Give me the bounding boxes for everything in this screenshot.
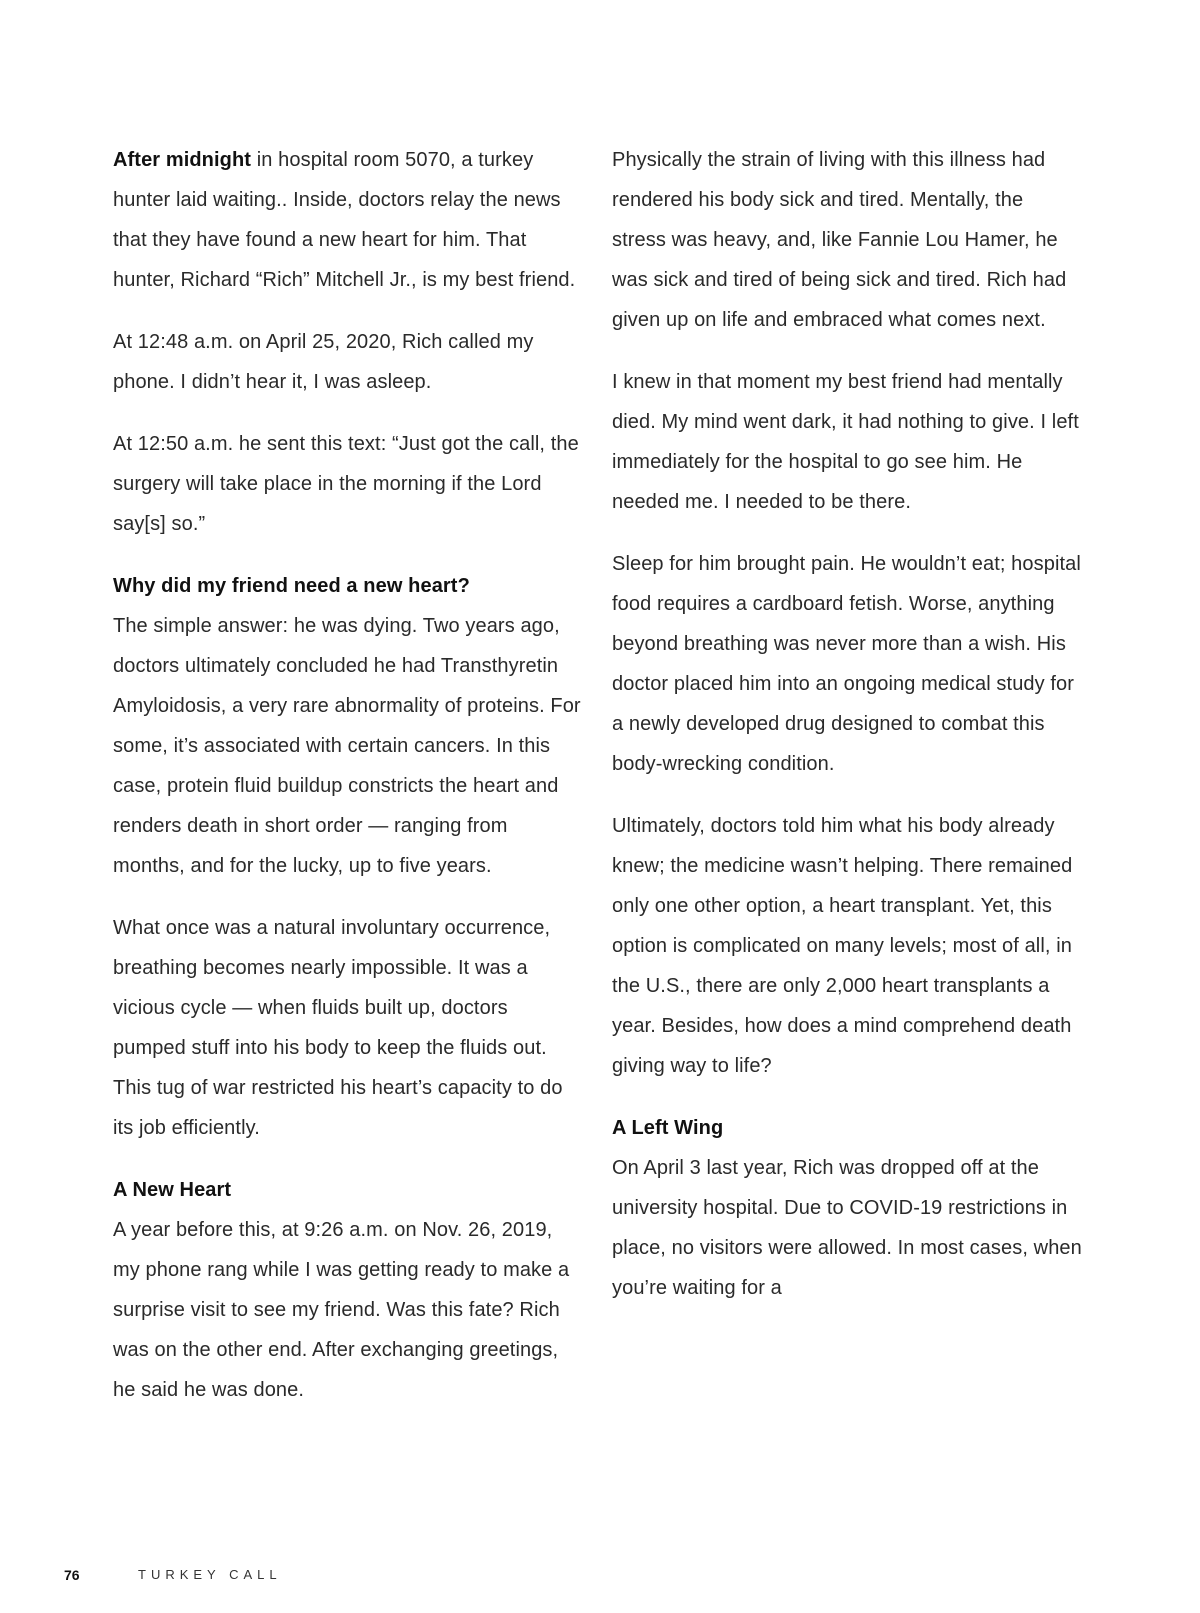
- left-column: [113, 140, 583, 1432]
- paragraph-strain: Physically the strain of living with this illness had rendered his body sick and tired. Mentally, the stress was heavy, and, like Fannie Lou Hamer, he was sick and tired of being sick and tired. Rich had given up on life and embraced what comes next.: [612, 149, 1067, 331]
- intro-paragraph-text: in hospital room 5070, a turkey hunter laid waiting.. Inside, doctors relay the news that they have found a new heart for him. That hunter, Richard “Rich” Mitchell Jr., is my best friend.: [113, 149, 576, 291]
- paragraph-transplant-option: Ultimately, doctors told him what his body already knew; the medicine wasn’t helping. There remained only one other option, a heart transplant. Yet, this option is complicated on many levels; most of all, in the U.S., there are only 2,000 heart transplants a year. Besides, how does a mind comprehend death giving way to life?: [612, 815, 1073, 1077]
- lead-in-text: After midnight: [113, 149, 252, 171]
- paragraph-text-message: At 12:50 a.m. he sent this text: “Just got the call, the surgery will take place in the morning if the Lord say[s] so.”: [113, 433, 579, 535]
- paragraph-sleep: Sleep for him brought pain. He wouldn’t eat; hospital food requires a cardboard fetish. Worse, anything beyond breathing was never more than a wish. His doctor placed him into an ongoing medical study for a newly developed drug designed to combat this body-wrecking condition.: [612, 553, 1081, 775]
- subheading-a-new-heart: A New Heart: [113, 1179, 232, 1201]
- subheading-a-left-wing: A Left Wing: [612, 1117, 724, 1139]
- paragraph-call: At 12:48 a.m. on April 25, 2020, Rich called my phone. I didn’t hear it, I was asleep.: [113, 331, 534, 393]
- page-number: 76: [64, 1567, 80, 1583]
- paragraph-mentally-died: I knew in that moment my best friend had mentally died. My mind went dark, it had nothing to give. I left immediately for the hospital to go see him. He needed me. I needed to be there.: [612, 371, 1079, 513]
- subheading-why-new-heart: Why did my friend need a new heart?: [113, 575, 470, 597]
- intro-paragraph: [113, 140, 583, 300]
- page-footer: [64, 1565, 282, 1585]
- magazine-name: TURKEY CALL: [138, 1567, 282, 1582]
- paragraph-diagnosis: The simple answer: he was dying. Two years ago, doctors ultimately concluded he had Transthyretin Amyloidosis, a very rare abnormality of proteins. For some, it’s associated with certain cancers. In this case, protein fluid buildup constricts the heart and renders death in short order — ranging from months, and for the lucky, up to five years.: [113, 615, 581, 877]
- paragraph-breathing: What once was a natural involuntary occurrence, breathing becomes nearly impossible. It was a vicious cycle — when fluids built up, doctors pumped stuff into his body to keep the fluids out. This tug of war restricted his heart’s capacity to do its job efficiently.: [113, 917, 563, 1139]
- paragraph-phone-rang: A year before this, at 9:26 a.m. on Nov. 26, 2019, my phone rang while I was getting ready to make a surprise visit to see my friend. Was this fate? Rich was on the other end. After exchanging greetings, he said he was done.: [113, 1219, 570, 1401]
- right-column: [612, 140, 1082, 1330]
- paragraph-university-hospital: On April 3 last year, Rich was dropped off at the university hospital. Due to COVID-19 restrictions in place, no visitors were allowed. In most cases, when you’re waiting for a: [612, 1157, 1082, 1299]
